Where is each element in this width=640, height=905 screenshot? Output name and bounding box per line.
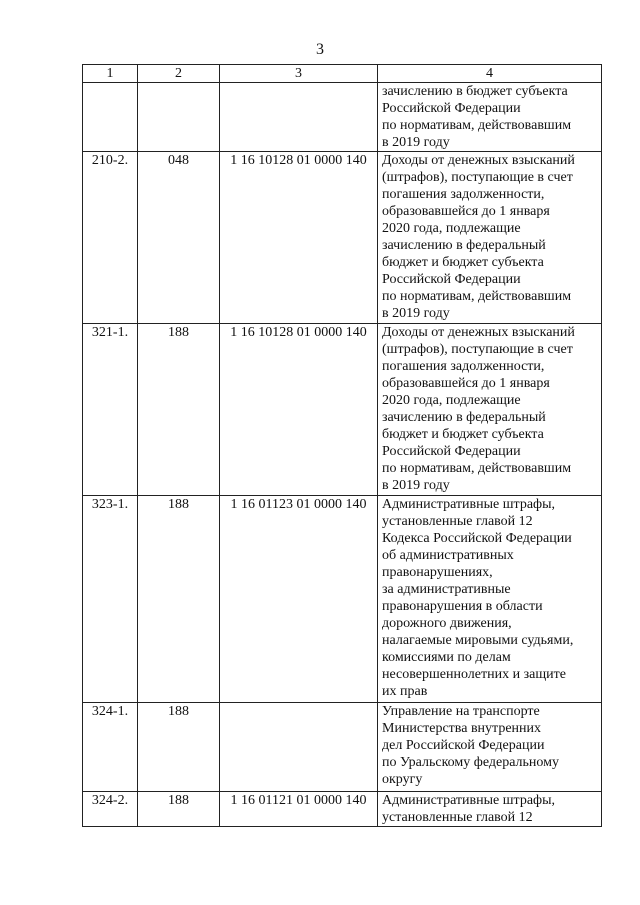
description-line: правонарушениях, [382,565,493,580]
description-line: по нормативам, действовавшим [382,461,572,476]
table-row [83,83,602,152]
description-cell [378,83,602,152]
description-line: погашения задолженности, [382,359,545,374]
budget-code-cell [220,83,378,152]
admin-code-cell: 188 [138,324,220,496]
table-row [83,792,602,827]
description-line: Российской Федерации [382,272,521,287]
row-number-cell: 324-1. [83,703,138,792]
page-number: 3 [316,41,324,58]
description-line: несовершеннолетних и защите [382,667,566,682]
description-cell [378,496,602,703]
description-line: по Уральскому федеральному [382,755,560,770]
description-line: в 2019 году [382,478,450,493]
row-number-cell: 210-2. [83,152,138,324]
table-header-row [83,65,602,83]
description-line: образовавшейся до 1 января [382,204,550,219]
admin-code-cell: 048 [138,152,220,324]
description-line: Управление на транспорте [382,704,540,719]
description-line: зачислению в федеральный [382,410,546,425]
budget-codes-table [82,64,602,827]
row-number-cell: 321-1. [83,324,138,496]
description-line: (штрафов), поступающие в счет [382,342,573,357]
description-line: по нормативам, действовавшим [382,118,572,133]
description-line: бюджет и бюджет субъекта [382,427,544,442]
description-cell [378,703,602,792]
description-line: Административные штрафы, [382,793,556,808]
table-row [83,324,602,496]
description-line: Доходы от денежных взысканий [382,153,575,168]
description-line: Доходы от денежных взысканий [382,325,575,340]
admin-code-cell: 188 [138,703,220,792]
description-line: Российской Федерации [382,444,521,459]
description-line: за административные [382,582,511,597]
description-line: зачислению в бюджет субъекта [382,84,568,99]
description-line: по нормативам, действовавшим [382,289,572,304]
description-line: округу [382,772,423,787]
description-line: Российской Федерации [382,101,521,116]
row-number-cell: 324-2. [83,792,138,827]
description-line: 2020 года, подлежащие [382,221,521,236]
admin-code-cell: 188 [138,496,220,703]
description-line: образовавшейся до 1 января [382,376,550,391]
description-line: бюджет и бюджет субъекта [382,255,544,270]
admin-code-cell [138,83,220,152]
column-header-2: 2 [138,65,220,83]
table-row [83,152,602,324]
description-line: налагаемые мировыми судьями, [382,633,574,648]
column-header-1: 1 [83,65,138,83]
description-line: погашения задолженности, [382,187,545,202]
description-cell [378,792,602,827]
row-number-cell: 323-1. [83,496,138,703]
description-cell [378,152,602,324]
description-line: Министерства внутренних [382,721,542,736]
description-line: Кодекса Российской Федерации [382,531,572,546]
description-line: в 2019 году [382,306,450,321]
column-header-4: 4 [378,65,602,83]
description-line: в 2019 году [382,135,450,150]
description-line: установленные главой 12 [382,514,533,529]
description-line: установленные главой 12 [382,810,533,825]
description-line: (штрафов), поступающие в счет [382,170,573,185]
budget-code-cell: 1 16 10128 01 0000 140 [220,152,378,324]
budget-code-cell: 1 16 10128 01 0000 140 [220,324,378,496]
description-line: комиссиями по делам [382,650,511,665]
admin-code-cell: 188 [138,792,220,827]
description-line: об административных [382,548,514,563]
description-line: дорожного движения, [382,616,512,631]
description-line: дел Российской Федерации [382,738,545,753]
description-line: 2020 года, подлежащие [382,393,521,408]
description-line: их прав [382,684,428,699]
budget-code-cell [220,703,378,792]
column-header-3: 3 [220,65,378,83]
description-cell [378,324,602,496]
description-line: правонарушения в области [382,599,543,614]
description-line: Административные штрафы, [382,497,556,512]
description-line: зачислению в федеральный [382,238,546,253]
budget-code-cell: 1 16 01123 01 0000 140 [220,496,378,703]
table-row [83,703,602,792]
table-row [83,496,602,703]
budget-code-cell: 1 16 01121 01 0000 140 [220,792,378,827]
row-number-cell [83,83,138,152]
